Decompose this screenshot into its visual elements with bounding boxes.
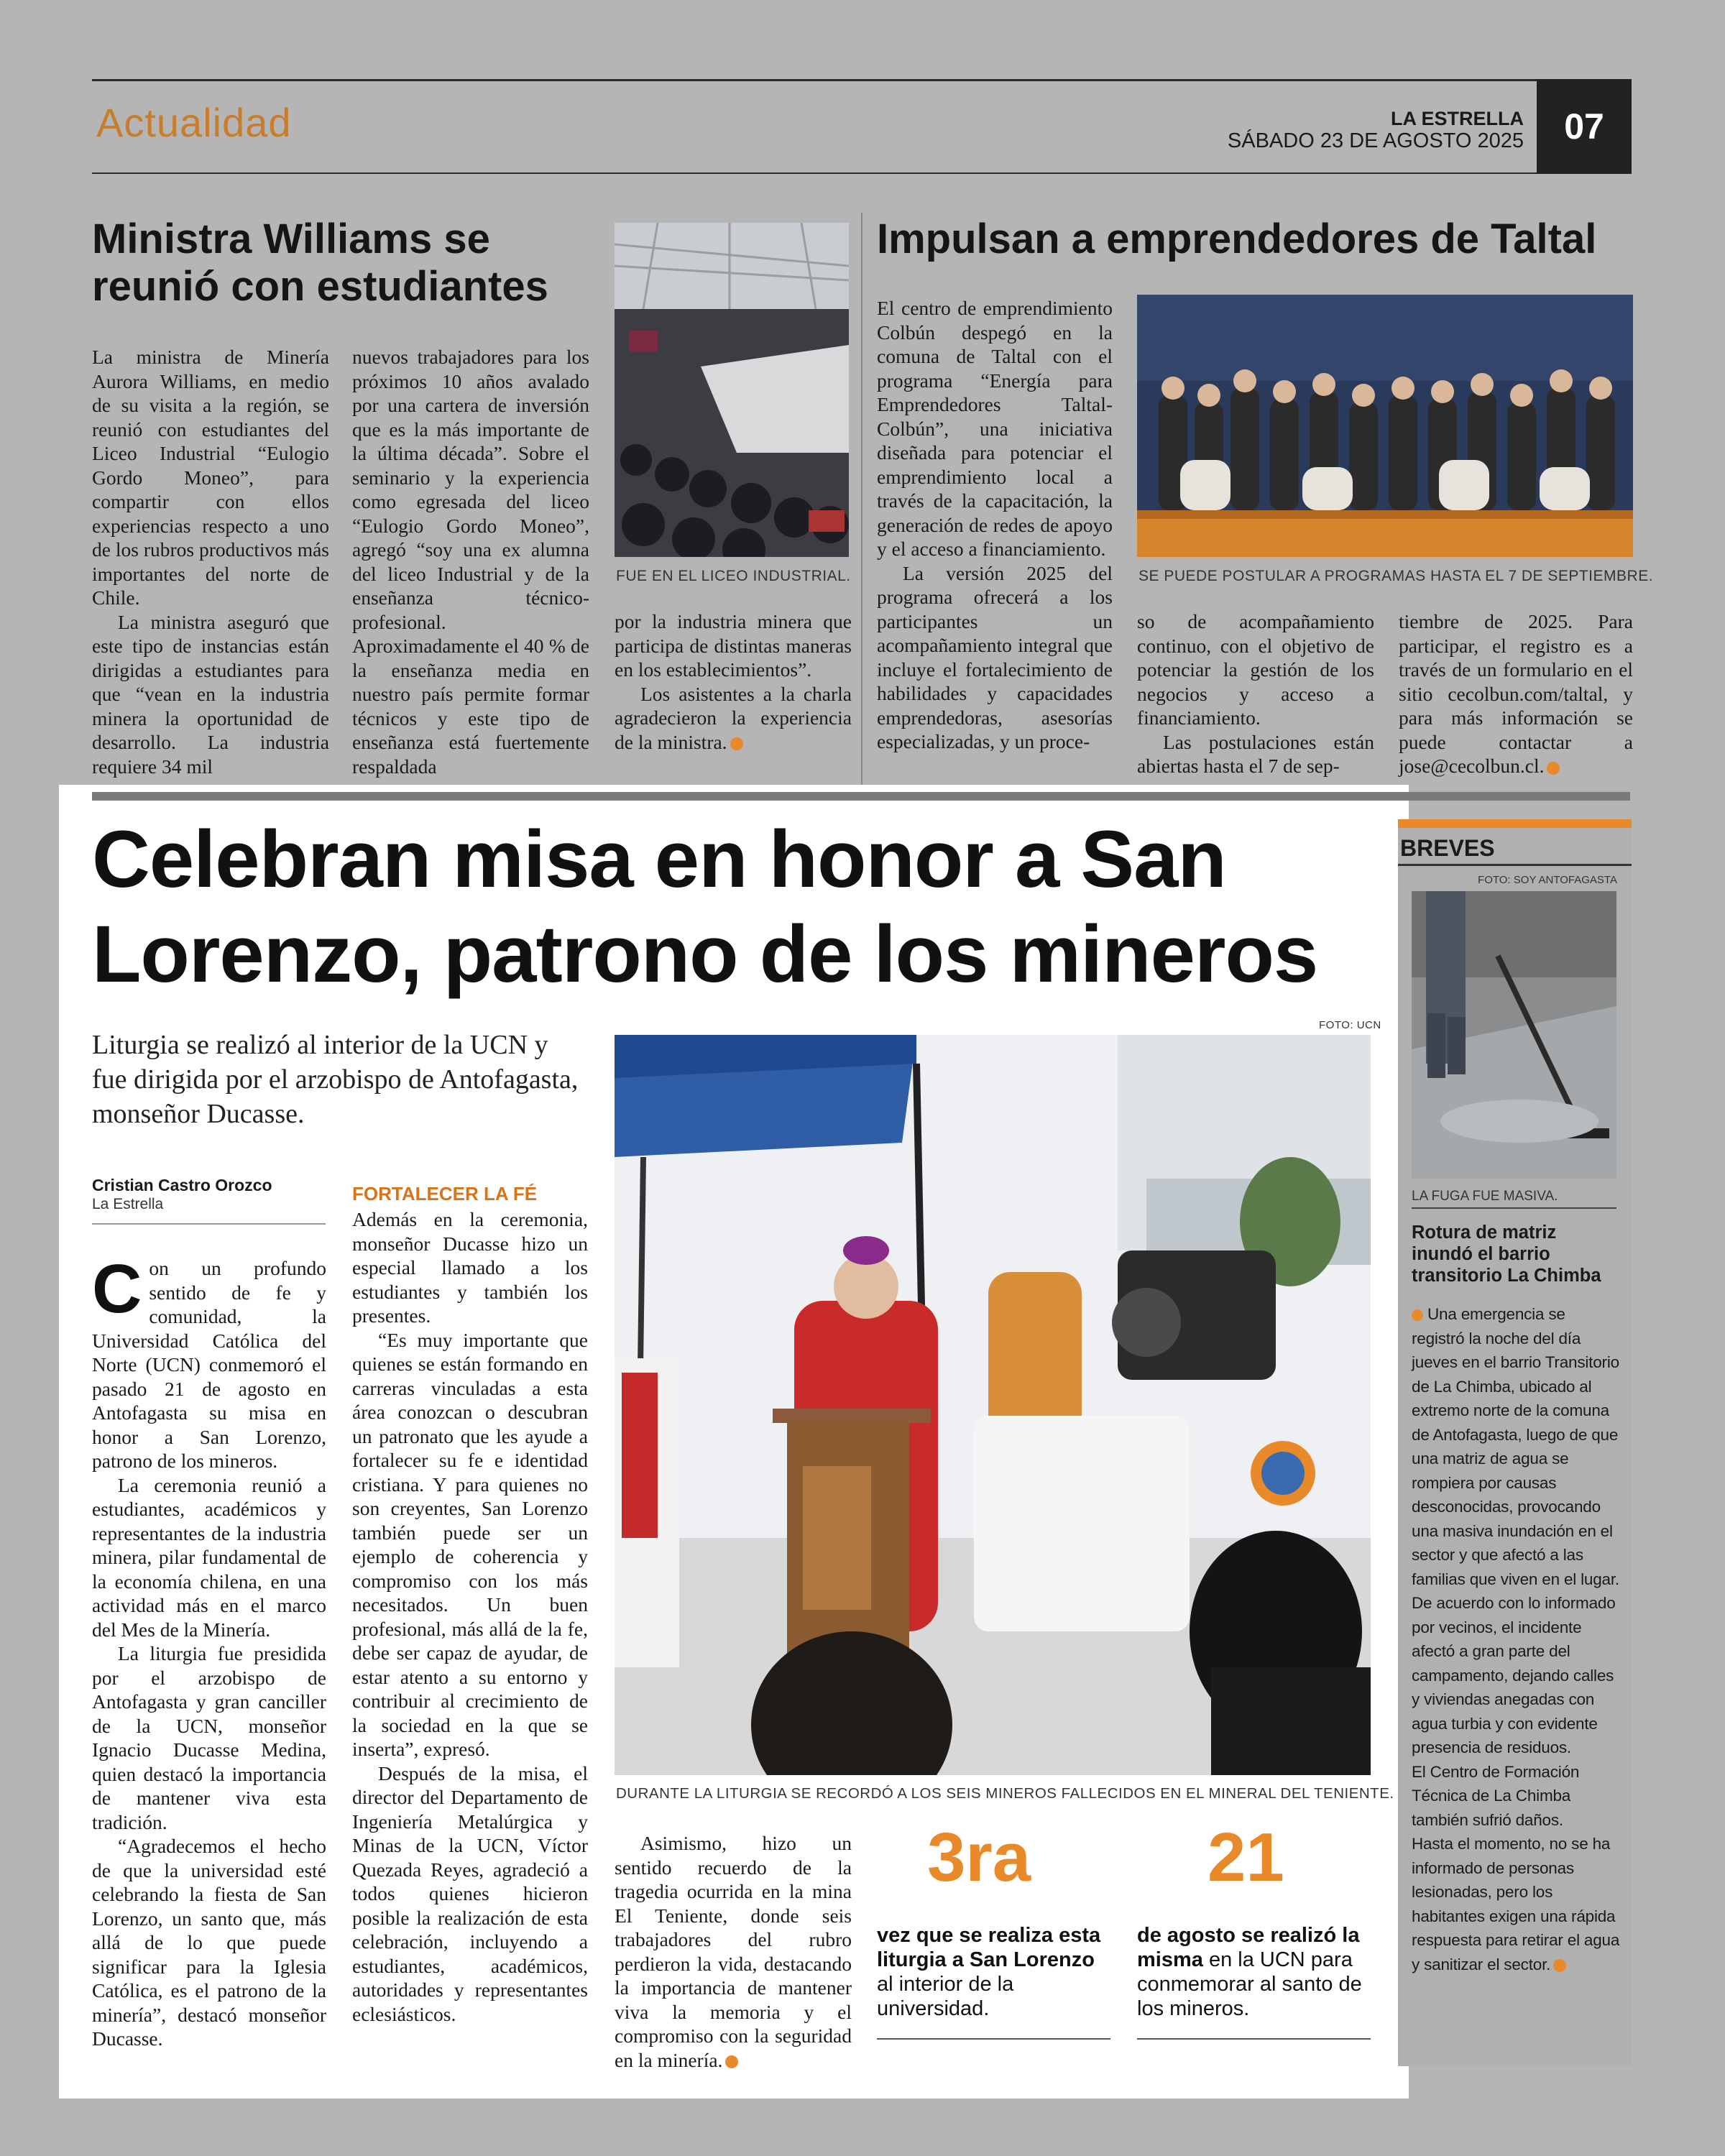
breves-paragraph: Una emergencia se registró la noche del día jueves en el barrio Transitorio de La Chimba, ubicado al extremo norte de la comuna de Antofagasta, luego de que una matriz de agua se rompiera por causas desconocidas, provocando una masiva inundación en el sector y que afectó a las familias que viven en el lugar. [1412,1305,1619,1588]
story2-headline: Impulsan a emprendedores de Taltal [877,216,1597,262]
main-paragraph: Después de la misa, el director del Departamento de Ingeniería Metalúrgica y Minas de la UCN, Víctor Quezada Reyes, agradeció a todos quienes hicieron posible la realización de esta celebración, incluyendo a estudiantes, académicos, autoridades y representantes eclesiásticos. [352,1761,588,2025]
story2-column-1 [877,296,1113,754]
story2-paragraph: Las postulaciones están abiertas hasta el 7 de sep- [1137,730,1374,777]
main-paragraph: “Agradecemos el hecho de que la universidad esté celebrando la fiesta de San Lorenzo, un santo que, más allá de lo que puede significar para la Iglesia Católica, es el patrono de la minería”, destacó monseñor Ducasse. [92,1835,326,2050]
story2-column-3 [1399,609,1633,778]
story2-column-2 [1137,609,1374,778]
mass-ceremony-image [615,1035,1371,1775]
end-mark-icon [1547,762,1560,775]
story1-column-1 [92,345,329,778]
stat-1-number: 3ra [927,1819,1031,1896]
breves-rule [1398,864,1632,866]
story2-photo-caption: SE PUEDE POSTULAR A PROGRAMAS HASTA EL 7 DE SEPTIEMBRE. [1138,568,1654,584]
breves-photo-credit: FOTO: SOY ANTOFAGASTA [1478,874,1617,886]
auditorium-students-image [615,223,849,557]
main-column-1 [92,1250,326,2051]
stat-2-number: 21 [1208,1819,1284,1896]
breves-accent-bar [1398,819,1632,828]
group-photo-image [1137,295,1633,557]
story1-paragraph: Los asistentes a la charla agradecieron la experiencia de la ministra. [615,682,852,753]
story1-paragraph: nuevos trabajadores para los próximos 10 años avalado por una cartera de inversión que es la más importante de la última década”. Sobre el seminario y la experiencia como egresada del liceo “Eulogio Gordo Moneo”, agregó “soy una ex alumna del liceo Industrial y de la enseñanza técnico-profesional. Aproximadamente el 40 % de la enseñanza media en nuestro país permite formar técnicos y este tipo de enseñanza está fuertemente respaldada [352,346,589,778]
stat-1-text: vez que se realiza esta liturgia a San Lorenzo al interior de la universidad. [877,1924,1101,2020]
end-mark-icon [1553,1959,1566,1972]
story2-paragraph: so de acompañamiento continuo, con el objetivo de potenciar la gestión de los negocios y acceso a financiamiento. [1137,610,1374,729]
end-mark-icon [730,737,743,750]
main-paragraph: Asimismo, hizo un sentido recuerdo de la tragedia ocurrida en la mina El Teniente, donde seis trabajadores del rubro perdieron la vida, destacando la importancia de mantener viva la memoria y el compromiso con la seguridad en la minería. [615,1832,852,2071]
main-headline: Celebran misa en honor a San Lorenzo, patrono de los mineros [92,814,1318,999]
breves-paragraph: De acuerdo con lo informado por vecinos, el incidente afectó a gran parte del campamento, dejando calles y viviendas anegadas con agua turbia y con evidente presencia de residuos. [1412,1594,1616,1756]
breves-body [1412,1302,1622,1976]
main-photo [615,1035,1371,1775]
story1-paragraph: por la industria minera que participa de distintas maneras en los establecimientos”. [615,610,852,681]
breves-photo [1412,891,1616,1179]
breves-photo-caption: LA FUGA FUE MASIVA. [1412,1189,1558,1204]
column-divider [861,213,862,788]
byline-rule [92,1223,326,1225]
flooding-image [1412,891,1616,1179]
story1-headline: Ministra Williams se reunió con estudiantes [92,216,548,310]
bullet-icon [1412,1309,1423,1321]
story2-paragraph: tiembre de 2025. Para participar, el registro es a través de un formulario en el sitio cecolbun.com/taltal, y para más información se puede contactar a jose@cecolbun.cl. [1399,610,1633,777]
story2-photo [1137,295,1633,557]
main-column-2 [352,1207,588,2026]
main-paragraph: La liturgia fue presidida por el arzobispo de Antofagasta y gran canciller de la UCN, monseñor Ignacio Ducasse Medina, quien destacó la importancia de mantener viva esta tradición. [92,1642,326,1833]
main-photo-caption: DURANTE LA LITURGIA SE RECORDÓ A LOS SEIS MINEROS FALLECIDOS EN EL MINERAL DEL TENIENTE. [616,1785,1394,1802]
stat-2-text: de agosto se realizó la misma en la UCN para conmemorar al santo de los mineros. [1137,1924,1362,2020]
story1-photo [615,223,849,557]
main-column-3 [615,1831,852,2072]
breves-headline: Rotura de matriz inundó el barrio transitorio La Chimba [1412,1222,1601,1286]
story1-column-3 [615,609,852,754]
header-top-rule [92,79,1630,81]
breves-paragraph: Hasta el momento, no se ha informado de personas lesionadas, pero los habitantes exigen una rápida respuesta para retirar el agua y sanitizar el sector. [1412,1835,1620,1973]
main-photo-credit: FOTO: UCN [1319,1019,1381,1031]
page-number: 07 [1537,79,1632,174]
stat-1-rule [877,2038,1110,2040]
main-paragraph: Además en la ceremonia, monseñor Ducasse hizo un especial llamado a los estudiantes y también los presentes. [352,1208,588,1327]
end-mark-icon [725,2055,738,2068]
breves-paragraph: El Centro de Formación Técnica de La Chimba también sufrió daños. [1412,1762,1580,1829]
story1-paragraph: La ministra aseguró que este tipo de instancias están dirigidas a estudiantes para que “vean en la industria minera la oportunidad de desarrollo. La industria requiere 34 mil [92,610,329,778]
byline-organization: La Estrella [92,1196,164,1212]
story1-paragraph: La ministra de Minería Aurora Williams, en medio de su visita a la región, se reunió con estudiantes del Liceo Industrial “Eulogio Gordo Moneo”, para compartir con ellos experiencias respecto a uno de los rubros productivos más importantes del norte de Chile. [92,346,329,609]
main-paragraph: “Es muy importante que quienes se están formando en carreras vinculadas a esta área conozcan o descubran un patronato que les ayude a fortalecer su fe e identidad cristiana. Y para quienes no son creyentes, San Lorenzo también puede ser un ejemplo de coherencia y compromiso con los más necesitados. Un buen profesional, más allá de la fe, debe ser capaz de ayudar, de estar atento a su entorno y contribuir al crecimiento de la sociedad en la que se inserta”, expresó. [352,1328,588,1760]
stat-2-rule [1137,2038,1371,2040]
story2-paragraph: El centro de emprendimiento Colbún despegó en la comuna de Taltal con el programa “Energía para Emprendedores Taltal-Colbún”, una iniciativa diseñada para potenciar el emprendimiento local a través de la capacitación, la generación de redes de apoyo y el acceso a financiamiento. [877,297,1113,560]
header-bottom-rule [92,172,1537,174]
byline-author: Cristian Castro Orozco [92,1176,272,1194]
main-paragraph: La ceremonia reunió a estudiantes, académicos y representantes de la industria minera, pilar fundamental de la economía chilena, en una actividad más en el marco del Mes de la Minería. [92,1473,326,1641]
section-title: Actualidad [96,100,292,145]
main-story-top-rule [92,792,1630,801]
story1-photo-caption: FUE EN EL LICEO INDUSTRIAL. [616,568,851,584]
main-paragraph: Con un profundo sentido de fe y comunidad, la Universidad Católica del Norte (UCN) conmemoró el pasado 21 de agosto en Antofagasta su misa en honor a San Lorenzo, patrono de los mineros. [92,1250,326,1472]
breves-title: BREVES [1400,835,1495,861]
story2-paragraph: La versión 2025 del programa ofrecerá a los participantes un acompañamiento integral que incluye el fortalecimiento de habilidades y capacidades emprendedoras, asesorías especializadas, y un proce- [877,561,1113,752]
issue-date: SÁBADO 23 DE AGOSTO 2025 [1227,129,1524,152]
newspaper-name: LA ESTRELLA [1391,108,1524,129]
story1-column-2 [352,345,589,778]
drop-cap: C [92,1250,142,1327]
main-deck: Liturgia se realizó al interior de la UCN y fue dirigida por el arzobispo de Antofagasta, monseñor Ducasse. [92,1030,579,1129]
breves-caption-rule [1412,1207,1616,1209]
main-subhead: FORTALECER LA FÉ [352,1183,538,1204]
